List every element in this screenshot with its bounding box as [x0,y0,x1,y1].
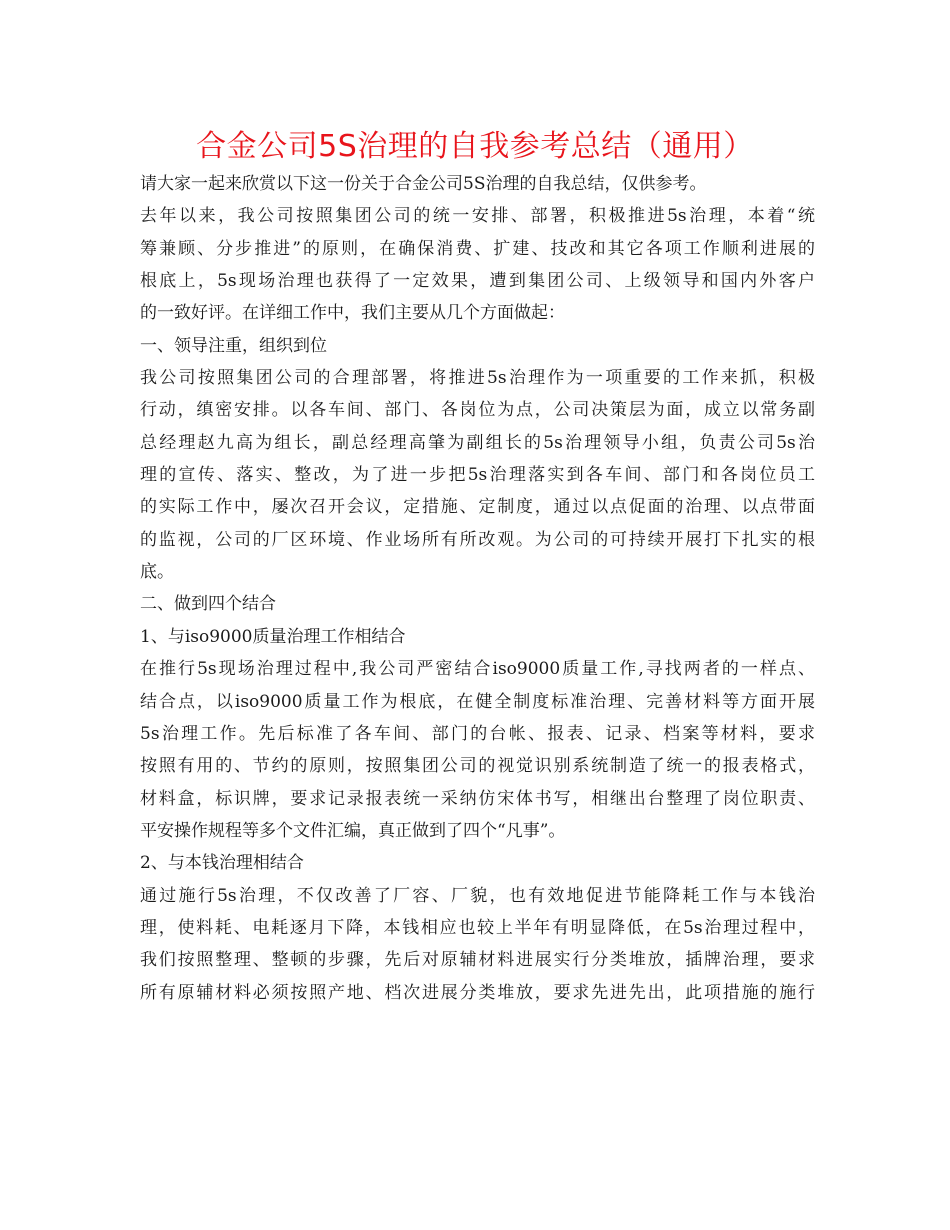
text-line: 材料盒，标识牌，要求记录报表统一采纳仿宋体书写，相继出台整理了岗位职责、 [140,788,815,809]
text-line: 理，使料耗、电耗逐月下降，本钱相应也较上半年有明显降低，在5s治理过程中， [140,917,815,938]
subsection-heading: 2、与本钱治理相结合 [140,853,304,874]
text-line: 我们按照整理、整顿的步骤，先后对原辅材料进展实行分类堆放，插牌治理，要求 [140,950,815,971]
section-heading: 一、领导注重，组织到位 [140,335,327,356]
text-line: 理的宣传、落实、整改，为了进一步把5s治理落实到各车间、部门和各岗位员工 [140,465,815,486]
text-line: 平安操作规程等多个文件汇编，真正做到了四个“凡事”。 [140,820,566,841]
text-line: 底。 [140,562,174,583]
text-line: 所有原辅材料必须按照产地、档次进展分类堆放，要求先进先出，此项措施的施行 [140,982,815,1003]
text-line: 去年以来，我公司按照集团公司的统一安排、部署，积极推进5s治理，本着“统 [140,206,815,227]
text-line: 的实际工作中，屡次召开会议，定措施、定制度，通过以点促面的治理、以点带面 [140,497,815,518]
text-line: 按照有用的、节约的原则，按照集团公司的视觉识别系统制造了统一的报表格式， [140,756,815,777]
text-line: 根底上，5s现场治理也获得了一定效果，遭到集团公司、上级领导和国内外客户 [140,271,815,292]
text-line: 5s治理工作。先后标准了各车间、部门的台帐、报表、记录、档案等材料，要求 [140,723,815,744]
text-line: 我公司按照集团公司的合理部署，将推进5s治理作为一项重要的工作来抓，积极 [140,368,815,389]
text-line: 结合点，以iso9000质量工作为根底，在健全制度标准治理、完善材料等方面开展 [140,691,815,712]
text-line: 请大家一起来欣赏以下这一份关于合金公司5S治理的自我总结，仅供参考。 [140,174,707,194]
text-line: 筹兼顾、分步推进”的原则，在确保消费、扩建、技改和其它各项工作顺利进展的 [140,238,815,259]
text-line: 的监视，公司的厂区环境、作业场所有所改观。为公司的可持续开展打下扎实的根 [140,529,815,550]
document-body [140,168,815,1009]
text-line: 总经理赵九高为组长，副总经理高肇为副组长的5s治理领导小组，负责公司5s治 [140,432,815,453]
text-line: 通过施行5s治理，不仅改善了厂容、厂貌，也有效地促进节能降耗工作与本钱治 [140,885,815,906]
text-line: 的一致好评。在详细工作中，我们主要从几个方面做起： [140,303,565,324]
text-line: 在推行5s现场治理过程中,我公司严密结合iso9000质量工作,寻找两者的一样点、 [140,659,815,680]
section-heading: 二、做到四个结合 [140,594,276,615]
document-title: 合金公司5S治理的自我参考总结（通用） [196,129,754,164]
subsection-heading: 1、与iso9000质量治理工作相结合 [140,626,406,647]
text-line: 行动，缜密安排。以各车间、部门、各岗位为点，公司决策层为面，成立以常务副 [140,400,815,421]
